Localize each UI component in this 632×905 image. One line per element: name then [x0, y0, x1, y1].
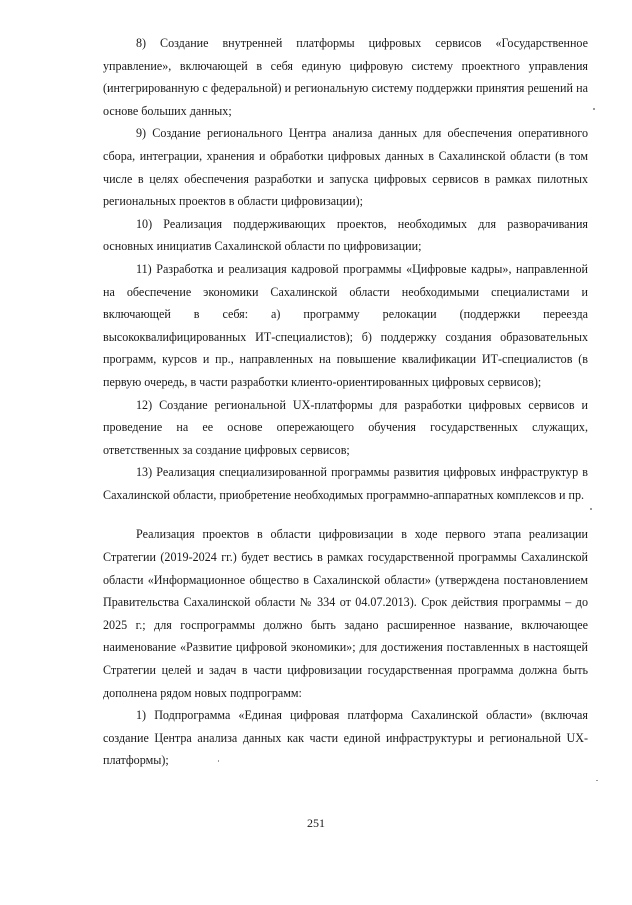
scan-speck: [593, 108, 595, 110]
paragraph-item-13: 13) Реализация специализированной программы развития цифровых инфраструктур в Сахалинской области, приобретение необходимых программно-аппаратных комплексов и пр.: [103, 465, 588, 502]
page-number: 251: [307, 816, 325, 830]
document-page: [103, 32, 588, 772]
scan-speck: [596, 780, 598, 781]
paragraph-item-8: 8) Создание внутренней платформы цифровых сервисов «Государственное управление», включающей в себя единую цифровую систему проектного управления (интегрированную с федеральной) и региональную систему поддержки принятия решений на основе больших данных;: [103, 36, 588, 118]
paragraph-subprogram-1: 1) Подпрограмма «Единая цифровая платформа Сахалинской области» (включая создание Центра анализа данных как части единой инфраструктуры и региональной UX-платформы);: [103, 708, 588, 768]
scan-speck: [218, 760, 219, 762]
paragraph-item-12: 12) Создание региональной UX-платформы для разработки цифровых сервисов и проведение на ее основе опережающего обучения государственных служащих, ответственных за создание цифровых сервисов;: [103, 397, 588, 457]
paragraph-implementation: Реализация проектов в области цифровизации в ходе первого этапа реализации Стратегии (2019-2024 гг.) будет вестись в рамках государственной программы Сахалинской области «Информационное общество в Сахалинской области» (утверждена постановлением Правительства Сахалинской области № 334 от 04.07.2013). Срок действия программы – до 2025 г.; для госпрограммы должно быть задано расширенное название, включающее наименование «Развитие цифровой экономики»; для достижения поставленных в настоящей Стратегии целей и задач в части цифровизации государственная программа должна быть дополнена рядом новых подпрограмм:: [103, 527, 588, 700]
paragraph-item-11: 11) Разработка и реализация кадровой программы «Цифровые кадры», направленной на обеспечение экономики Сахалинской области необходимыми специалистами и включающей в себя: а) программу релокации (поддержки переезда высококвалифицированных ИТ-специалистов); б) поддержку создания образовательных программ, курсов и пр., направленных на повышение квалификации ИТ-специалистов (в первую очередь, в части разработки клиенто-ориентированных цифровых сервисов);: [103, 261, 588, 389]
scan-speck: [590, 508, 592, 510]
paragraph-item-10: 10) Реализация поддерживающих проектов, необходимых для разворачивания основных инициатив Сахалинской области по цифровизации;: [103, 216, 588, 254]
paragraph-item-9: 9) Создание регионального Центра анализа данных для обеспечения оперативного сбора, интеграции, хранения и обработки цифровых данных в Сахалинской области (в том числе в целях обеспечения разработки и запуска цифровых сервисов в рамках пилотных региональных проектов в области цифровизации);: [103, 126, 588, 209]
